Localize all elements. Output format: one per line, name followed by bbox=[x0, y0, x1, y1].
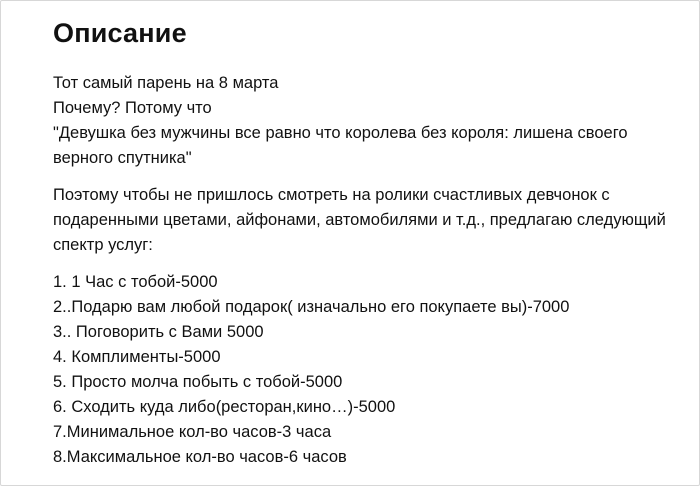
service-item: 6. Сходить куда либо(ресторан,кино…)-5000 bbox=[53, 398, 396, 416]
intro-line: Тот самый парень на 8 марта bbox=[53, 74, 279, 92]
offer-line: подаренными цветами, айфонами, автомобилями и т.д., предлагаю следующий bbox=[53, 211, 666, 229]
intro-line: верного спутника" bbox=[53, 149, 192, 167]
service-item: 5. Просто молча побыть с тобой-5000 bbox=[53, 373, 343, 391]
offer-paragraph bbox=[53, 183, 673, 258]
intro-line: "Девушка без мужчины все равно что королева без короля: лишена своего bbox=[53, 124, 628, 142]
service-item: 4. Комплименты-5000 bbox=[53, 348, 221, 366]
section-title: Описание bbox=[53, 18, 187, 48]
service-item: 7.Минимальное кол-во часов-3 часа bbox=[53, 423, 332, 441]
service-item: 1. 1 Час с тобой-5000 bbox=[53, 273, 218, 291]
service-item: 8.Максимальное кол-во часов-6 часов bbox=[53, 448, 347, 466]
service-item: 2..Подарю вам любой подарок( изначально его покупаете вы)-7000 bbox=[53, 298, 570, 316]
description-content bbox=[53, 15, 673, 470]
intro-line: Почему? Потому что bbox=[53, 99, 212, 117]
service-item: 3.. Поговорить с Вами 5000 bbox=[53, 323, 264, 341]
services-list bbox=[53, 270, 673, 470]
offer-line: спектр услуг: bbox=[53, 236, 153, 254]
intro-paragraph bbox=[53, 71, 673, 171]
offer-line: Поэтому чтобы не пришлось смотреть на ролики счастливых девчонок с bbox=[53, 186, 610, 204]
